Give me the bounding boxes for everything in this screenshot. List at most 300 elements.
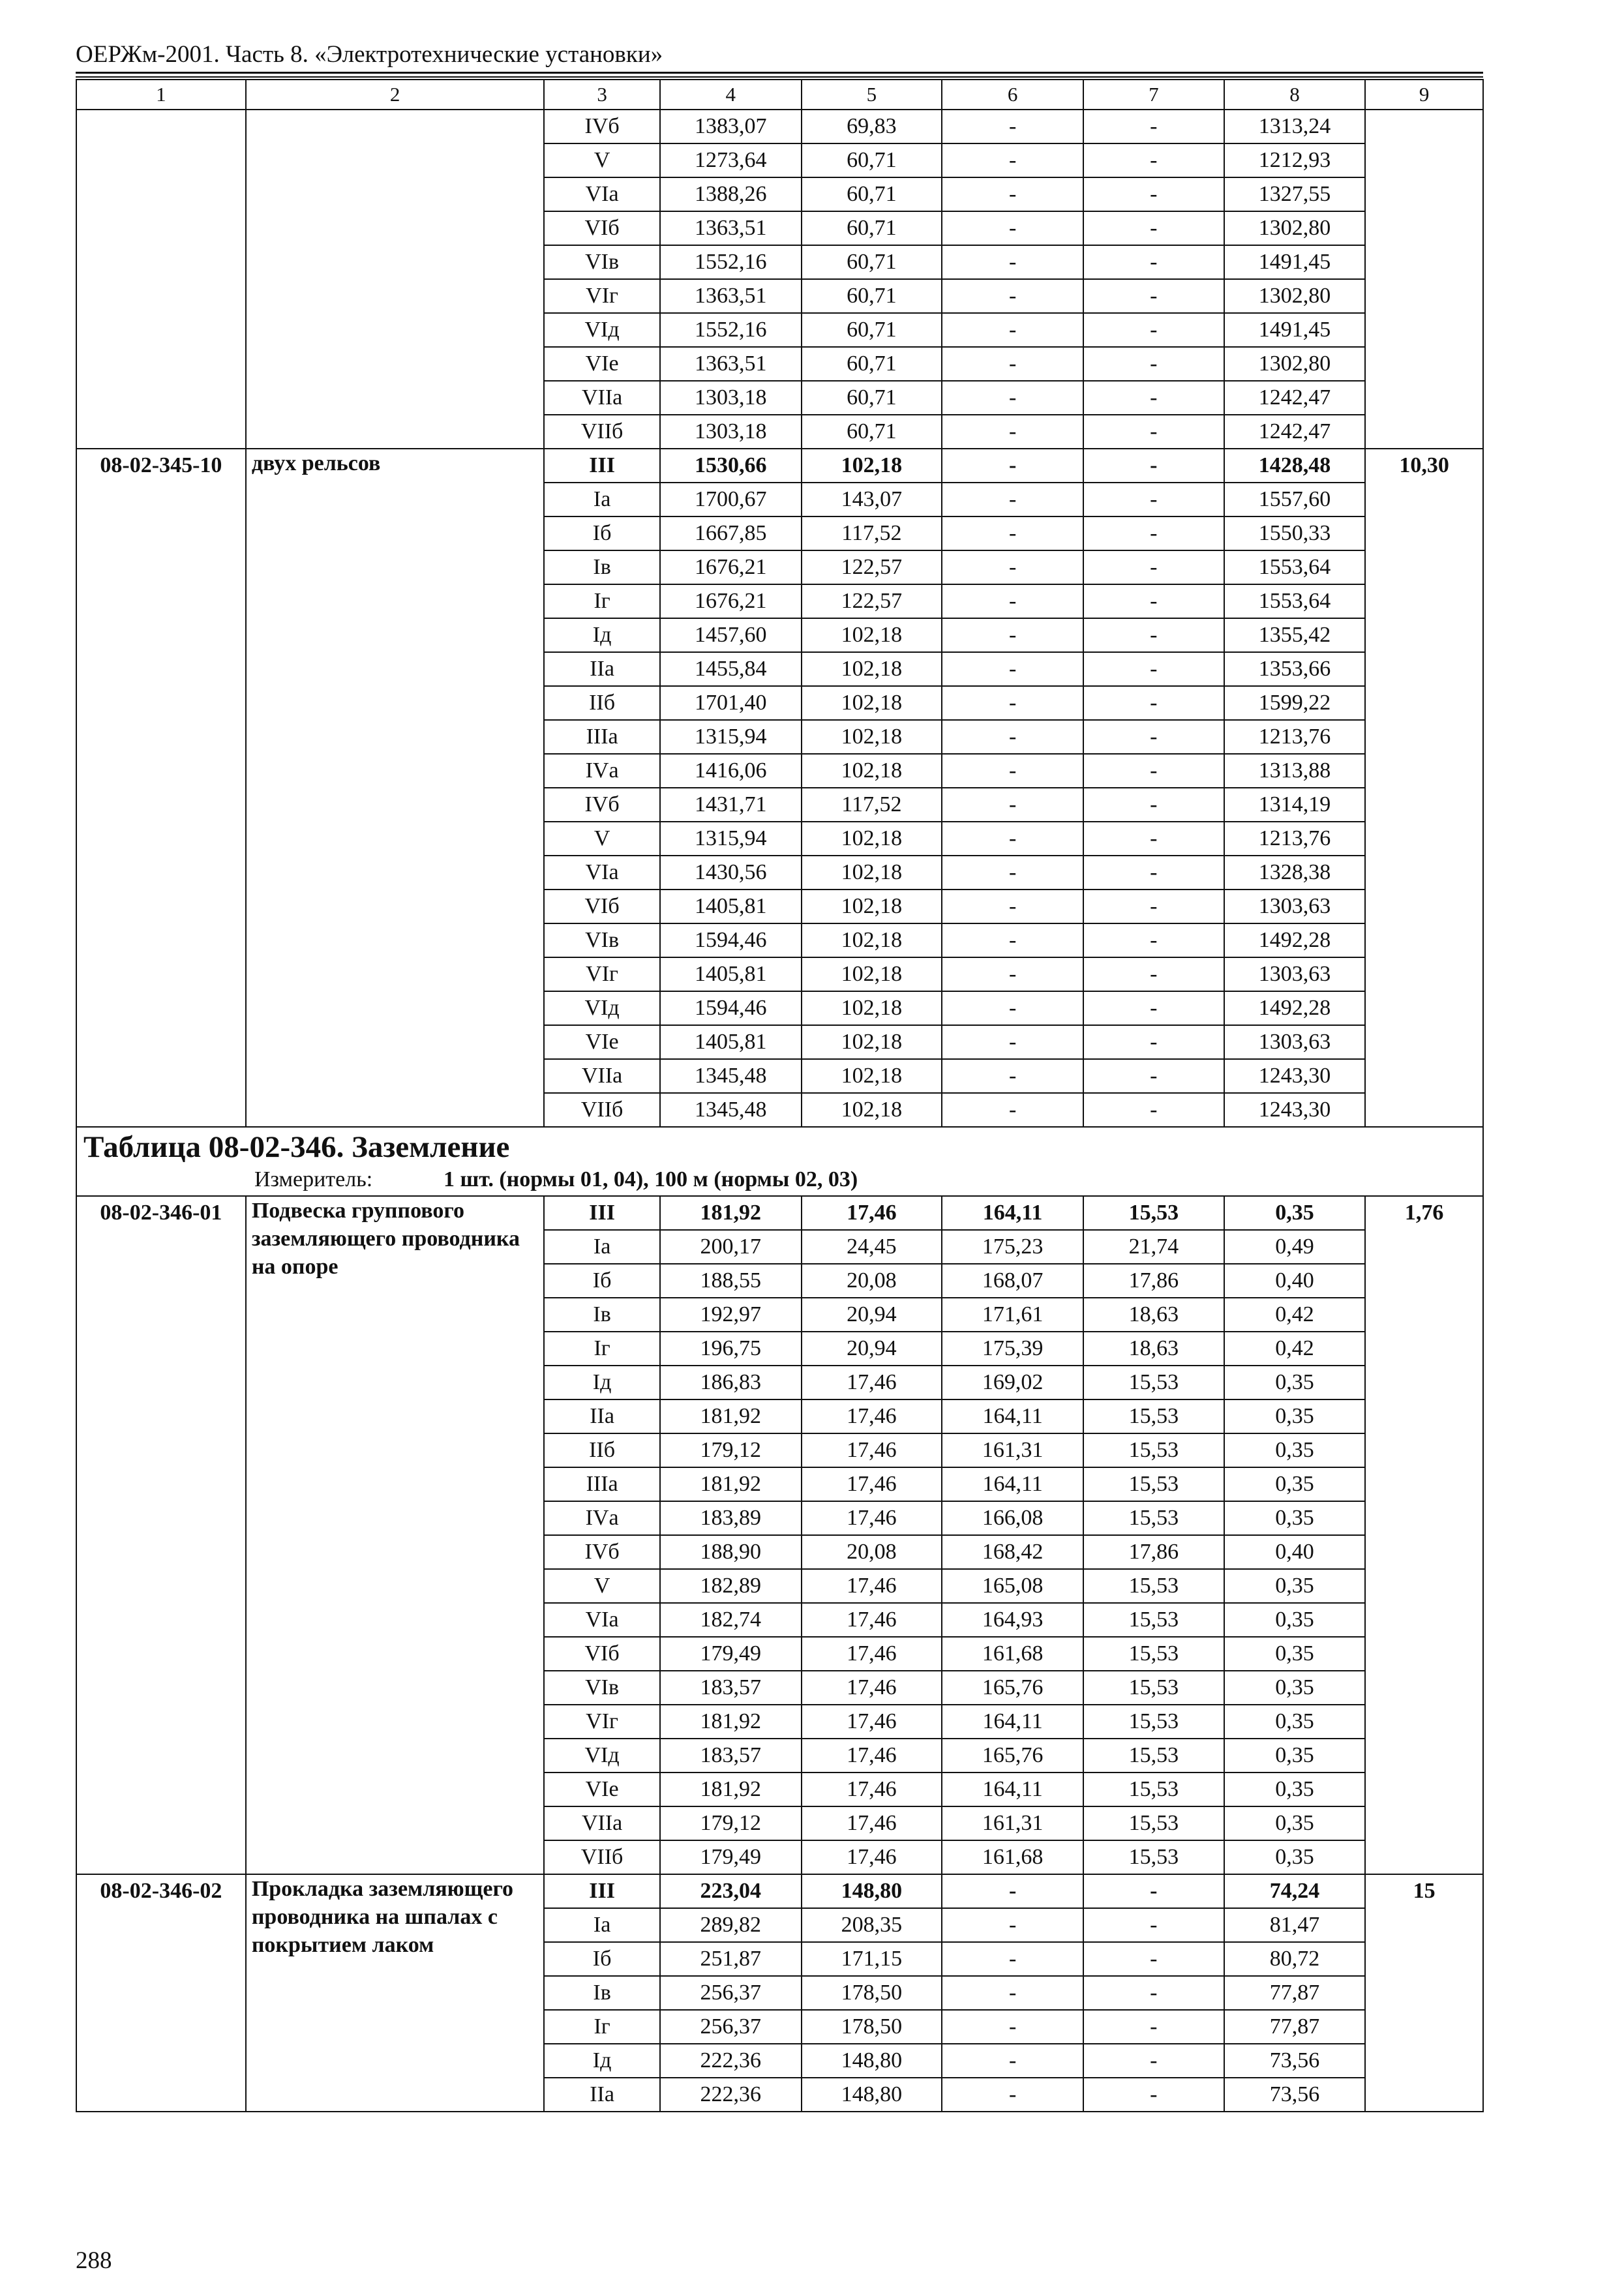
page-header: ОЕРЖм-2001. Часть 8. «Электротехнические установки» (76, 41, 663, 68)
value-cell-col6: 161,68 (942, 1637, 1083, 1671)
value-cell-col6: - (942, 211, 1083, 245)
header-rule-thin (76, 76, 1483, 78)
value-cell-col4: 1345,48 (660, 1059, 802, 1093)
value-cell-col8: 1313,88 (1224, 754, 1366, 788)
value-cell-col5: 102,18 (802, 890, 942, 923)
category-cell: IIа (544, 1399, 660, 1433)
column-number: 5 (802, 80, 942, 110)
table-body (76, 80, 1483, 2112)
value-cell-col8: 81,47 (1224, 1908, 1366, 1942)
value-cell-col7: - (1083, 1093, 1224, 1127)
norm-code (76, 110, 246, 449)
value-cell-col4: 256,37 (660, 1976, 802, 2010)
value-cell-col7: - (1083, 110, 1224, 143)
category-cell: V (544, 1569, 660, 1603)
value-cell-col8: 0,40 (1224, 1535, 1366, 1569)
category-cell: VIб (544, 211, 660, 245)
value-cell-col8: 1355,42 (1224, 618, 1366, 652)
value-cell-col7: - (1083, 2010, 1224, 2044)
value-cell-col8: 0,35 (1224, 1399, 1366, 1433)
value-cell-col6: - (942, 449, 1083, 483)
value-cell-col6: - (942, 550, 1083, 584)
value-cell-col8: 1557,60 (1224, 483, 1366, 516)
category-cell: Iб (544, 1942, 660, 1976)
value-cell-col7: - (1083, 449, 1224, 483)
value-cell-col9: 10,30 (1365, 449, 1483, 1127)
category-cell: VIа (544, 1603, 660, 1637)
unit-line (77, 1164, 1482, 1195)
value-cell-col5: 102,18 (802, 449, 942, 483)
category-cell: V (544, 822, 660, 856)
value-cell-col8: 0,35 (1224, 1467, 1366, 1501)
value-cell-col7: 15,53 (1083, 1773, 1224, 1806)
value-cell-col7: 18,63 (1083, 1298, 1224, 1332)
category-cell: IVа (544, 1501, 660, 1535)
value-cell-col5: 17,46 (802, 1603, 942, 1637)
page-number: 288 (76, 2247, 112, 2274)
value-cell-col8: 1327,55 (1224, 177, 1366, 211)
value-cell-col5: 17,46 (802, 1773, 942, 1806)
header-rule-thick (76, 72, 1483, 74)
value-cell-col5: 17,46 (802, 1196, 942, 1230)
category-cell: Iб (544, 1264, 660, 1298)
value-cell-col6: - (942, 347, 1083, 381)
value-cell-col5: 60,71 (802, 381, 942, 415)
value-cell-col7: 15,53 (1083, 1671, 1224, 1705)
category-cell: IIб (544, 1433, 660, 1467)
value-cell-col4: 1383,07 (660, 110, 802, 143)
value-cell-col4: 1363,51 (660, 211, 802, 245)
value-cell-col8: 0,35 (1224, 1603, 1366, 1637)
table-row (76, 1874, 1483, 1908)
category-cell: VIа (544, 856, 660, 890)
value-cell-col6: 168,42 (942, 1535, 1083, 1569)
value-cell-col5: 148,80 (802, 2044, 942, 2078)
value-cell-col8: 0,35 (1224, 1671, 1366, 1705)
value-cell-col4: 181,92 (660, 1399, 802, 1433)
section-header (76, 1127, 1483, 1196)
value-cell-col5: 117,52 (802, 788, 942, 822)
value-cell-col8: 1553,64 (1224, 550, 1366, 584)
value-cell-col5: 17,46 (802, 1569, 942, 1603)
value-cell-col5: 60,71 (802, 211, 942, 245)
value-cell-col4: 1345,48 (660, 1093, 802, 1127)
value-cell-col5: 148,80 (802, 1874, 942, 1908)
column-number: 6 (942, 80, 1083, 110)
section-header-row (76, 1127, 1483, 1196)
value-cell-col5: 102,18 (802, 822, 942, 856)
value-cell-col5: 102,18 (802, 1093, 942, 1127)
value-cell-col7: 15,53 (1083, 1705, 1224, 1739)
value-cell-col4: 179,12 (660, 1806, 802, 1840)
value-cell-col6: - (942, 177, 1083, 211)
category-cell: VIд (544, 991, 660, 1025)
value-cell-col5: 178,50 (802, 2010, 942, 2044)
value-cell-col8: 0,35 (1224, 1501, 1366, 1535)
value-cell-col7: - (1083, 143, 1224, 177)
value-cell-col7: - (1083, 1874, 1224, 1908)
value-cell-col4: 182,89 (660, 1569, 802, 1603)
category-cell: VIе (544, 1773, 660, 1806)
value-cell-col4: 192,97 (660, 1298, 802, 1332)
value-cell-col8: 1302,80 (1224, 279, 1366, 313)
norm-code: 08-02-345-10 (76, 449, 246, 1127)
value-cell-col8: 1242,47 (1224, 381, 1366, 415)
value-cell-col7: - (1083, 245, 1224, 279)
category-cell: Iа (544, 483, 660, 516)
value-cell-col4: 181,92 (660, 1705, 802, 1739)
value-cell-col7: 15,53 (1083, 1467, 1224, 1501)
value-cell-col5: 148,80 (802, 2078, 942, 2112)
value-cell-col4: 222,36 (660, 2078, 802, 2112)
category-cell: III (544, 1196, 660, 1230)
value-cell-col4: 182,74 (660, 1603, 802, 1637)
value-cell-col6: - (942, 1976, 1083, 2010)
value-cell-col6: - (942, 957, 1083, 991)
value-cell-col6: - (942, 1025, 1083, 1059)
value-cell-col7: 21,74 (1083, 1230, 1224, 1264)
work-name (246, 110, 544, 449)
column-number: 2 (246, 80, 544, 110)
value-cell-col4: 1430,56 (660, 856, 802, 890)
value-cell-col8: 77,87 (1224, 2010, 1366, 2044)
value-cell-col5: 17,46 (802, 1806, 942, 1840)
value-cell-col6: - (942, 313, 1083, 347)
value-cell-col6: 165,08 (942, 1569, 1083, 1603)
value-cell-col5: 122,57 (802, 550, 942, 584)
value-cell-col7: 18,63 (1083, 1332, 1224, 1366)
value-cell-col7: - (1083, 822, 1224, 856)
value-cell-col5: 178,50 (802, 1976, 942, 2010)
value-cell-col8: 1314,19 (1224, 788, 1366, 822)
value-cell-col5: 122,57 (802, 584, 942, 618)
value-cell-col8: 1328,38 (1224, 856, 1366, 890)
value-cell-col9: 15 (1365, 1874, 1483, 2112)
value-cell-col8: 0,35 (1224, 1705, 1366, 1739)
category-cell: Iд (544, 2044, 660, 2078)
value-cell-col4: 1315,94 (660, 822, 802, 856)
value-cell-col8: 1212,93 (1224, 143, 1366, 177)
value-cell-col6: - (942, 279, 1083, 313)
value-cell-col6: 161,31 (942, 1433, 1083, 1467)
category-cell: V (544, 143, 660, 177)
value-cell-col4: 181,92 (660, 1196, 802, 1230)
value-cell-col4: 1315,94 (660, 720, 802, 754)
category-cell: IVб (544, 110, 660, 143)
value-cell-col4: 223,04 (660, 1874, 802, 1908)
value-cell-col7: - (1083, 211, 1224, 245)
value-cell-col5: 60,71 (802, 347, 942, 381)
value-cell-col6: - (942, 143, 1083, 177)
value-cell-col6: 175,39 (942, 1332, 1083, 1366)
value-cell-col5: 102,18 (802, 1059, 942, 1093)
value-cell-col7: - (1083, 2044, 1224, 2078)
value-cell-col6: - (942, 923, 1083, 957)
value-cell-col7: - (1083, 856, 1224, 890)
value-cell-col4: 1457,60 (660, 618, 802, 652)
value-cell-col6: - (942, 381, 1083, 415)
value-cell-col8: 1303,63 (1224, 890, 1366, 923)
category-cell: VIа (544, 177, 660, 211)
value-cell-col5: 102,18 (802, 686, 942, 720)
value-cell-col8: 1243,30 (1224, 1093, 1366, 1127)
value-cell-col6: - (942, 1942, 1083, 1976)
value-cell-col5: 60,71 (802, 313, 942, 347)
value-cell-col4: 1388,26 (660, 177, 802, 211)
value-cell-col6: 164,11 (942, 1773, 1083, 1806)
value-cell-col4: 181,92 (660, 1773, 802, 1806)
category-cell: Iд (544, 1366, 660, 1399)
value-cell-col5: 17,46 (802, 1366, 942, 1399)
value-cell-col7: 15,53 (1083, 1501, 1224, 1535)
value-cell-col4: 179,49 (660, 1840, 802, 1874)
value-cell-col4: 1273,64 (660, 143, 802, 177)
value-cell-col7: - (1083, 381, 1224, 415)
category-cell: Iб (544, 516, 660, 550)
value-cell-col8: 1353,66 (1224, 652, 1366, 686)
value-cell-col7: 15,53 (1083, 1739, 1224, 1773)
value-cell-col8: 1599,22 (1224, 686, 1366, 720)
value-cell-col6: 164,11 (942, 1399, 1083, 1433)
value-cell-col8: 0,35 (1224, 1196, 1366, 1230)
value-cell-col8: 0,35 (1224, 1569, 1366, 1603)
category-cell: VIIб (544, 1840, 660, 1874)
value-cell-col4: 1667,85 (660, 516, 802, 550)
value-cell-col4: 1363,51 (660, 279, 802, 313)
value-cell-col5: 102,18 (802, 957, 942, 991)
value-cell-col6: - (942, 720, 1083, 754)
value-cell-col7: - (1083, 788, 1224, 822)
category-cell: IIа (544, 652, 660, 686)
value-cell-col8: 1491,45 (1224, 245, 1366, 279)
value-cell-col7: - (1083, 279, 1224, 313)
value-cell-col6: - (942, 483, 1083, 516)
category-cell: IIIа (544, 1467, 660, 1501)
value-cell-col7: 15,53 (1083, 1433, 1224, 1467)
value-cell-col4: 183,57 (660, 1739, 802, 1773)
value-cell-col4: 1700,67 (660, 483, 802, 516)
value-cell-col8: 1491,45 (1224, 313, 1366, 347)
value-cell-col8: 0,35 (1224, 1637, 1366, 1671)
value-cell-col4: 1303,18 (660, 381, 802, 415)
value-cell-col7: - (1083, 1908, 1224, 1942)
value-cell-col5: 171,15 (802, 1942, 942, 1976)
value-cell-col6: 165,76 (942, 1671, 1083, 1705)
value-cell-col5: 17,46 (802, 1840, 942, 1874)
category-cell: Iд (544, 618, 660, 652)
value-cell-col8: 1302,80 (1224, 347, 1366, 381)
work-name: Прокладка заземляющего проводника на шпалах с покрытием лаком (246, 1874, 544, 2112)
value-cell-col8: 0,35 (1224, 1806, 1366, 1840)
value-cell-col8: 0,42 (1224, 1332, 1366, 1366)
category-cell: IIб (544, 686, 660, 720)
value-cell-col6: - (942, 1059, 1083, 1093)
value-cell-col8: 0,35 (1224, 1840, 1366, 1874)
value-cell-col8: 1242,47 (1224, 415, 1366, 449)
value-cell-col6: - (942, 110, 1083, 143)
value-cell-col8: 0,42 (1224, 1298, 1366, 1332)
value-cell-col6: - (942, 1874, 1083, 1908)
category-cell: III (544, 1874, 660, 1908)
value-cell-col6: 171,61 (942, 1298, 1083, 1332)
value-cell-col7: - (1083, 584, 1224, 618)
value-cell-col5: 60,71 (802, 143, 942, 177)
category-cell: VIв (544, 923, 660, 957)
value-cell-col7: - (1083, 347, 1224, 381)
column-number: 1 (76, 80, 246, 110)
value-cell-col4: 1552,16 (660, 245, 802, 279)
value-cell-col8: 0,35 (1224, 1773, 1366, 1806)
value-cell-col4: 1594,46 (660, 923, 802, 957)
value-cell-col8: 1302,80 (1224, 211, 1366, 245)
value-cell-col9: 1,76 (1365, 1196, 1483, 1874)
value-cell-col5: 17,46 (802, 1671, 942, 1705)
column-number: 7 (1083, 80, 1224, 110)
value-cell-col8: 0,40 (1224, 1264, 1366, 1298)
value-cell-col7: - (1083, 890, 1224, 923)
value-cell-col5: 102,18 (802, 923, 942, 957)
value-cell-col4: 1530,66 (660, 449, 802, 483)
value-cell-col4: 196,75 (660, 1332, 802, 1366)
category-cell: VIд (544, 1739, 660, 1773)
value-cell-col7: - (1083, 177, 1224, 211)
category-cell: VIв (544, 1671, 660, 1705)
value-cell-col8: 0,35 (1224, 1739, 1366, 1773)
value-cell-col8: 1550,33 (1224, 516, 1366, 550)
value-cell-col5: 17,46 (802, 1501, 942, 1535)
value-cell-col4: 200,17 (660, 1230, 802, 1264)
value-cell-col6: - (942, 2078, 1083, 2112)
value-cell-col7: - (1083, 2078, 1224, 2112)
unit-value: 1 шт. (нормы 01, 04), 100 м (нормы 02, 03) (444, 1167, 858, 1191)
value-cell-col6: - (942, 890, 1083, 923)
work-name: двух рельсов (246, 449, 544, 1127)
value-cell-col4: 222,36 (660, 2044, 802, 2078)
value-cell-col7: 15,53 (1083, 1603, 1224, 1637)
column-number-row (76, 80, 1483, 110)
table-row (76, 1196, 1483, 1230)
value-cell-col6: - (942, 754, 1083, 788)
value-cell-col8: 0,35 (1224, 1366, 1366, 1399)
category-cell: VIб (544, 1637, 660, 1671)
unit-label: Измеритель: (254, 1167, 373, 1191)
value-cell-col7: 15,53 (1083, 1366, 1224, 1399)
value-cell-col4: 1701,40 (660, 686, 802, 720)
value-cell-col4: 251,87 (660, 1942, 802, 1976)
value-cell-col6: 169,02 (942, 1366, 1083, 1399)
table-row (76, 110, 1483, 143)
value-cell-col6: - (942, 2044, 1083, 2078)
table-row (76, 449, 1483, 483)
value-cell-col4: 179,49 (660, 1637, 802, 1671)
value-cell-col4: 1405,81 (660, 957, 802, 991)
category-cell: IVа (544, 754, 660, 788)
value-cell-col8: 1303,63 (1224, 1025, 1366, 1059)
norm-code: 08-02-346-02 (76, 1874, 246, 2112)
category-cell: VIе (544, 1025, 660, 1059)
value-cell-col8: 1213,76 (1224, 720, 1366, 754)
value-cell-col4: 1455,84 (660, 652, 802, 686)
value-cell-col4: 289,82 (660, 1908, 802, 1942)
value-cell-col7: - (1083, 1976, 1224, 2010)
value-cell-col7: 17,86 (1083, 1535, 1224, 1569)
value-cell-col6: 164,11 (942, 1467, 1083, 1501)
value-cell-col8: 73,56 (1224, 2044, 1366, 2078)
value-cell-col4: 186,83 (660, 1366, 802, 1399)
category-cell: III (544, 449, 660, 483)
value-cell-col6: - (942, 516, 1083, 550)
category-cell: VIг (544, 279, 660, 313)
value-cell-col5: 117,52 (802, 516, 942, 550)
category-cell: VIIа (544, 381, 660, 415)
value-cell-col5: 208,35 (802, 1908, 942, 1942)
category-cell: Iв (544, 1976, 660, 2010)
value-cell-col7: - (1083, 991, 1224, 1025)
value-cell-col4: 1431,71 (660, 788, 802, 822)
value-cell-col7: 15,53 (1083, 1399, 1224, 1433)
value-cell-col5: 24,45 (802, 1230, 942, 1264)
category-cell: VIг (544, 957, 660, 991)
value-cell-col8: 1492,28 (1224, 923, 1366, 957)
value-cell-col6: - (942, 584, 1083, 618)
value-cell-col7: - (1083, 754, 1224, 788)
value-cell-col7: 15,53 (1083, 1637, 1224, 1671)
value-cell-col5: 17,46 (802, 1637, 942, 1671)
value-cell-col5: 102,18 (802, 652, 942, 686)
value-cell-col5: 17,46 (802, 1467, 942, 1501)
value-cell-col5: 60,71 (802, 245, 942, 279)
value-cell-col4: 181,92 (660, 1467, 802, 1501)
value-cell-col5: 20,08 (802, 1264, 942, 1298)
value-cell-col5: 20,08 (802, 1535, 942, 1569)
category-cell: VIIб (544, 1093, 660, 1127)
value-cell-col7: - (1083, 1942, 1224, 1976)
value-cell-col4: 183,57 (660, 1671, 802, 1705)
column-number: 4 (660, 80, 802, 110)
value-cell-col5: 102,18 (802, 618, 942, 652)
value-cell-col6: - (942, 991, 1083, 1025)
value-cell-col5: 102,18 (802, 991, 942, 1025)
value-cell-col5: 60,71 (802, 177, 942, 211)
value-cell-col6: 165,76 (942, 1739, 1083, 1773)
value-cell-col5: 102,18 (802, 720, 942, 754)
value-cell-col6: - (942, 618, 1083, 652)
column-number: 8 (1224, 80, 1366, 110)
value-cell-col6: 164,93 (942, 1603, 1083, 1637)
value-cell-col5: 17,46 (802, 1705, 942, 1739)
work-name: Подвеска группового заземляющего проводника на опоре (246, 1196, 544, 1874)
value-cell-col7: 15,53 (1083, 1806, 1224, 1840)
category-cell: VIIб (544, 415, 660, 449)
category-cell: VIе (544, 347, 660, 381)
value-cell-col4: 1405,81 (660, 890, 802, 923)
value-cell-col5: 20,94 (802, 1332, 942, 1366)
value-cell-col8: 1303,63 (1224, 957, 1366, 991)
value-cell-col7: - (1083, 957, 1224, 991)
category-cell: VIв (544, 245, 660, 279)
category-cell: Iв (544, 550, 660, 584)
value-cell-col6: - (942, 652, 1083, 686)
section-title: Таблица 08-02-346. Заземление (83, 1130, 510, 1164)
value-cell-col7: - (1083, 686, 1224, 720)
value-cell-col6: 175,23 (942, 1230, 1083, 1264)
value-cell-col7: 17,86 (1083, 1264, 1224, 1298)
category-cell: IIа (544, 2078, 660, 2112)
value-cell-col4: 1676,21 (660, 550, 802, 584)
category-cell: Iа (544, 1230, 660, 1264)
category-cell: VIIа (544, 1806, 660, 1840)
value-cell-col6: - (942, 788, 1083, 822)
